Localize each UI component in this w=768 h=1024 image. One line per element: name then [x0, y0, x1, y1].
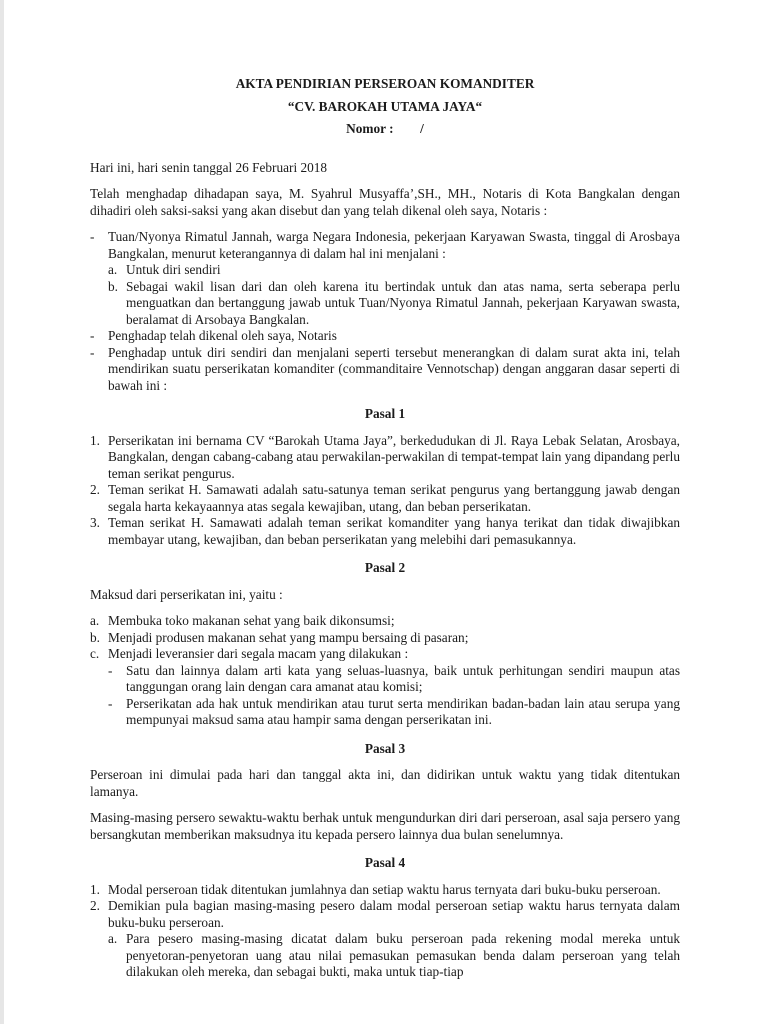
party-subitem-text: Untuk diri sendiri	[126, 262, 221, 277]
page-left-edge	[0, 0, 4, 1024]
party-subitem	[90, 262, 680, 279]
document-body	[90, 76, 680, 981]
deed-title: AKTA PENDIRIAN PERSEROAN KOMANDITER	[235, 76, 535, 91]
list-item	[90, 646, 680, 663]
party-text: Tuan/Nyonya Rimatul Jannah, warga Negara Indonesia, pekerjaan Karyawan Swasta, tinggal di Arosbaya Bangkalan, menurut keterangannya di dalam hal ini menjalani :	[108, 229, 680, 261]
list-marker: a.	[90, 613, 100, 628]
list-item-text: Teman serikat H. Samawati adalah teman serikat komanditer yang hanya terikat dan tidak diwajibkan membayar utang, kewajiban, dan beban perserikatan yang melebihi dari pemasukannya.	[108, 515, 680, 547]
list-item	[90, 882, 680, 899]
list-subitem	[90, 931, 680, 981]
pasal-1-list	[90, 433, 680, 549]
list-subitem	[90, 696, 680, 729]
list-item	[90, 898, 680, 931]
list-marker: -	[108, 662, 113, 678]
pasal-2-lead: Maksud dari perserikatan ini, yaitu :	[90, 586, 283, 602]
party-subitem	[90, 279, 680, 329]
list-marker: 1.	[90, 432, 100, 448]
list-item-text: Perserikatan ini bernama CV “Barokah Utama Jaya”, berkedudukan di Jl. Raya Lebak Selatan, Arosbaya, Bangkalan, dengan cabang-cabang atau perwakilan-perwakilan di tempat-tempat lain yang dipandang perlu teman serikat pengurus.	[108, 432, 680, 481]
list-item	[90, 613, 680, 630]
parties-list	[90, 229, 680, 394]
list-item-text: Menjadi leveransier dari segala macam yang dilakukan :	[108, 646, 409, 661]
list-marker: b.	[108, 278, 118, 294]
list-subitem	[90, 663, 680, 696]
appearance-paragraph: Telah menghadap dihadapan saya, M. Syahrul Musyaffa’,SH., MH., Notaris di Kota Bangkalan dengan dihadiri oleh saksi-saksi yang akan disebut dan yang telah dikenal oleh saya, Notaris :	[90, 186, 680, 218]
list-subitem-text: Satu dan lainnya dalam arti kata yang seluas-luasnya, baik untuk perhitungan sendiri maupun atas tanggungan orang lain dengan cara amanat atau komisi;	[126, 662, 680, 694]
list-item	[90, 630, 680, 647]
party-text: Penghadap untuk diri sendiri dan menjalani seperti tersebut menerangkan di dalam surat akta ini, telah mendirikan suatu perserikatan komanditer (commanditaire Vennotschap) dengan anggaran dasar seperti di bawah ini :	[108, 344, 680, 393]
pasal-3-paragraph-2: Masing-masing persero sewaktu-waktu berhak untuk mengundurkan diri dari perseroan, asal saja persero yang bersangkutan memberikan maksudnya itu kepada persero lainnya dua bulan senelumnya.	[90, 810, 680, 842]
pasal-4-list	[90, 882, 680, 981]
list-item-text: Teman serikat H. Samawati adalah satu-satunya teman serikat pengurus yang bertanggung jawab dengan segala harta kekayaannya atas segala kewajiban, utang, dan beban perserikatan.	[108, 482, 680, 514]
list-marker: a.	[108, 931, 118, 946]
list-item-text: Modal perseroan tidak ditentukan jumlahnya dan setiap waktu harus ternyata dari buku-buku perseroan.	[108, 881, 661, 897]
list-marker: -	[90, 229, 95, 244]
list-marker: a.	[108, 262, 118, 277]
party-text: Penghadap telah dikenal oleh saya, Notaris	[108, 328, 337, 343]
pasal-2-heading: Pasal 2	[364, 560, 406, 575]
list-marker: -	[90, 328, 95, 343]
list-subitem-text: Para pesero masing-masing dicatat dalam buku perseroan pada rekening modal mereka untuk penyetoran-penyetoran uang atau nilai pemasukan pemasukan benda dalam perseroan yang telah dilakukan oleh mereka, dan sebagai bukti, maka untuk tiap-tiap	[126, 931, 680, 979]
list-item	[90, 433, 680, 483]
list-item-text: Menjadi produsen makanan sehat yang mampu bersaing di pasaran;	[108, 629, 469, 645]
list-marker: 2.	[90, 898, 100, 913]
party-item	[90, 328, 680, 345]
pasal-3-paragraph-1: Perseroan ini dimulai pada hari dan tanggal akta ini, dan didirikan untuk waktu yang tidak ditentukan lamanya.	[90, 767, 680, 799]
list-item	[90, 515, 680, 548]
list-marker: 1.	[90, 881, 100, 897]
party-subitem-text: Sebagai wakil lisan dari dan oleh karena itu bertindak untuk dan atas nama, serta seberapa perlu menguatkan dan bertanggung jawab untuk Tuan/Nyonya Rimatul Jannah, pekerjaan Karyawan swasta, beralamat di Arsobaya Bangkalan.	[126, 278, 680, 327]
list-marker: 3.	[90, 515, 100, 530]
pasal-3-heading: Pasal 3	[364, 740, 406, 756]
party-item	[90, 345, 680, 395]
pasal-4-heading: Pasal 4	[364, 855, 406, 870]
list-subitem-text: Perserikatan ada hak untuk mendirikan atau turut serta mendirikan badan-badan lain atau serupa yang mempunyai maksud sama atau hampir sama dengan perserikatan ini.	[126, 695, 680, 727]
list-marker: c.	[90, 646, 100, 661]
list-marker: -	[108, 695, 113, 711]
list-item-text: Demikian pula bagian masing-masing pesero dalam modal perseroan setiap waktu harus ternyata dalam buku-buku perseroan.	[108, 898, 680, 930]
pasal-2-list	[90, 613, 680, 729]
list-marker: 2.	[90, 482, 100, 497]
party-item	[90, 229, 680, 328]
date-line: Hari ini, hari senin tanggal 26 Februari 2018	[90, 159, 328, 175]
pasal-1-heading: Pasal 1	[364, 406, 406, 421]
deed-number: Nomor : /	[346, 121, 424, 136]
list-marker: -	[90, 344, 95, 360]
list-marker: b.	[90, 629, 100, 645]
list-item	[90, 482, 680, 515]
company-name: “CV. BAROKAH UTAMA JAYA“	[287, 98, 483, 114]
list-item-text: Membuka toko makanan sehat yang baik dikonsumsi;	[108, 613, 395, 628]
